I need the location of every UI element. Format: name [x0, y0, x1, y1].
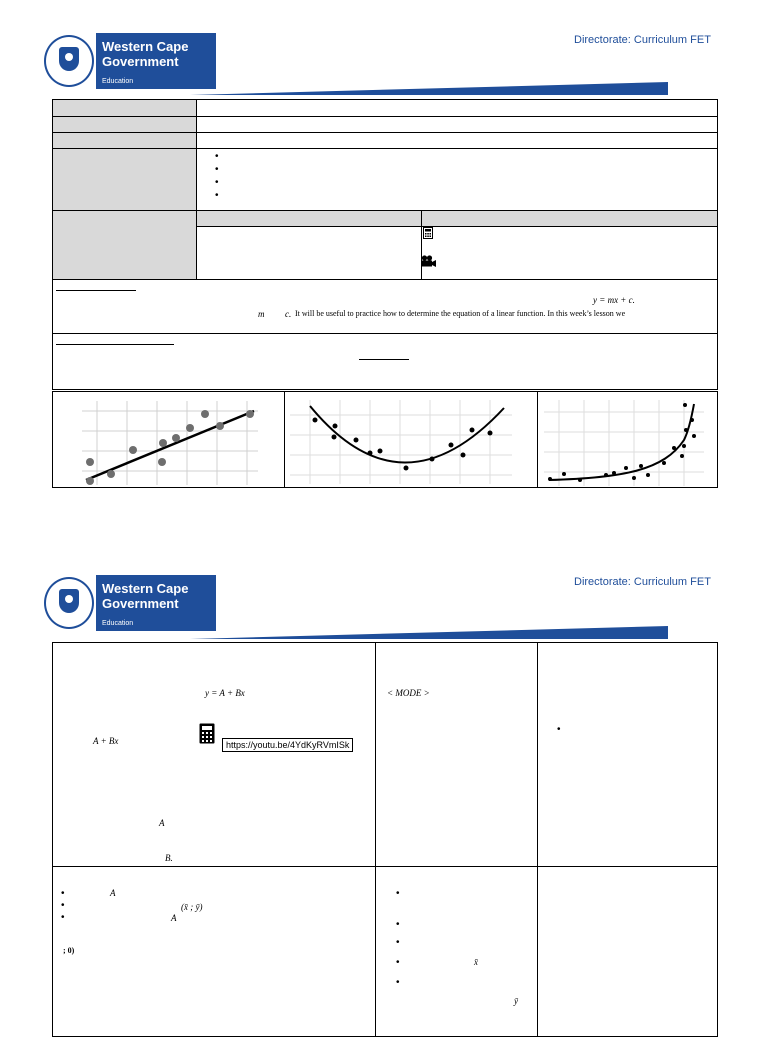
lesson-steps-table: [52, 642, 718, 1037]
notes-cell-2: [538, 867, 718, 1037]
quadratic-scatter-plot: [290, 400, 512, 484]
calculator-icon: [199, 723, 215, 744]
coat-of-arms-icon: [40, 33, 96, 89]
scatter-point: [404, 466, 409, 471]
regression-expression: A + Bx: [93, 736, 119, 746]
scatter-point: [548, 477, 552, 481]
scatter-point: [682, 444, 686, 448]
scatter-point: [690, 418, 694, 422]
notes-cell-1: [538, 643, 718, 867]
resources-header-right: [422, 211, 718, 227]
concepts-cell: [53, 334, 718, 390]
video-link[interactable]: https://youtu.be/4YdKyRVmISk: [222, 738, 353, 752]
scatter-point: [683, 403, 687, 407]
objectives-list-cell: [197, 149, 718, 211]
linear-form: y = mx + c.: [593, 295, 635, 305]
scatter-point: [216, 422, 224, 430]
linear-trend-line: [86, 411, 254, 480]
value-cell-1: [197, 100, 718, 117]
logo-sub: Education: [102, 78, 134, 85]
value-cell-2: [197, 117, 718, 133]
scatter-point: [332, 435, 337, 440]
logo-sub: Education: [102, 620, 134, 627]
symbol-a-row2: A: [110, 888, 116, 898]
mean-point: (x̄ ; ȳ): [181, 902, 203, 912]
objective-bullet-1: •: [215, 151, 219, 162]
scatter-point: [488, 431, 493, 436]
header-swoosh-page2: [190, 624, 668, 640]
step-explanation-cell-2: [53, 867, 376, 1037]
zero-point: ; 0): [63, 946, 75, 955]
scatter-point: [562, 472, 566, 476]
scatter-point: [639, 464, 643, 468]
scatter-point: [172, 434, 180, 442]
linear-scatter-plot: [82, 401, 258, 485]
scatter-point: [632, 476, 636, 480]
value-cell-3: [197, 133, 718, 149]
concepts-heading-underline: [56, 344, 174, 345]
directorate-label: Directorate: Curriculum FET: [574, 34, 711, 46]
scatter-point: [449, 443, 454, 448]
scatter-point: [333, 424, 338, 429]
exponential-scatter-plot: [544, 400, 704, 486]
y-bar: ȳ: [514, 996, 518, 1006]
key-bullet-1: •: [396, 888, 400, 899]
step-bullet-1: •: [61, 888, 65, 899]
step-explanation-cell-1: [53, 643, 376, 867]
objectives-label: [53, 149, 197, 211]
note-bullet: •: [557, 724, 561, 735]
scatter-point: [461, 453, 466, 458]
scatter-point: [430, 457, 435, 462]
scatter-point: [368, 451, 373, 456]
intercept-symbol: c.: [285, 309, 292, 319]
logo-name-line2: Government: [102, 54, 179, 69]
key-bullet-4: •: [396, 957, 400, 968]
exponential-curve: [549, 404, 694, 480]
lesson-info-table: [52, 99, 718, 390]
key-bullet-3: •: [396, 937, 400, 948]
step-bullet-2: •: [61, 900, 65, 911]
concepts-term-underline: [359, 359, 409, 360]
x-bar: x̄: [474, 957, 478, 967]
objective-bullet-4: •: [215, 190, 219, 201]
logo-name-line2: Government: [102, 596, 179, 611]
scatter-point: [354, 438, 359, 443]
resources-label: [53, 211, 197, 280]
scatter-point: [662, 461, 666, 465]
scatter-point: [680, 454, 684, 458]
scatter-point: [246, 410, 254, 418]
scatter-point: [624, 466, 628, 470]
scatter-point: [158, 458, 166, 466]
calculator-icon: [423, 227, 433, 239]
scatter-point: [612, 471, 616, 475]
scatter-point: [107, 470, 115, 478]
introduction-cell: [53, 280, 718, 334]
scatter-point: [86, 458, 94, 466]
gradient-symbol: m: [258, 309, 265, 319]
scatter-point: [646, 473, 650, 477]
label-cell-2: [53, 117, 197, 133]
scatter-point: [313, 418, 318, 423]
key-bullet-5: •: [396, 977, 400, 988]
scatter-point: [684, 428, 688, 432]
scatter-point: [470, 428, 475, 433]
calculator-keys-cell-1: [376, 643, 538, 867]
scatter-point: [604, 473, 608, 477]
intro-sentence: It will be useful to practice how to determine the equation of a linear function. In this week’s lesson we: [295, 309, 626, 318]
step-bullet-3: •: [61, 912, 65, 923]
wcg-logo-page2: [40, 575, 216, 631]
header-swoosh: [190, 80, 668, 96]
scatter-point: [86, 477, 94, 485]
scatter-point: [159, 439, 167, 447]
objective-bullet-3: •: [215, 177, 219, 188]
scatter-point: [578, 478, 582, 482]
symbol-b: B.: [165, 853, 173, 863]
introduction-heading-underline: [56, 290, 136, 291]
scatter-point: [672, 446, 676, 450]
symbol-a: A: [159, 818, 165, 828]
scatter-point: [186, 424, 194, 432]
logo-name-line1: Western Cape: [102, 39, 189, 54]
regression-equation: y = A + Bx: [205, 688, 245, 698]
resources-left-cell: [197, 227, 422, 280]
scatter-point: [129, 446, 137, 454]
label-cell-3: [53, 133, 197, 149]
resources-right-cell: [422, 227, 718, 280]
symbol-a-row2b: A: [171, 913, 177, 923]
scatter-point: [201, 410, 209, 418]
logo-name-line1: Western Cape: [102, 581, 189, 596]
resources-header-left: [197, 211, 422, 227]
label-cell-1: [53, 100, 197, 117]
quadratic-curve: [310, 406, 504, 463]
scatter-point: [378, 449, 383, 454]
key-bullet-2: •: [396, 919, 400, 930]
scatter-point: [692, 434, 696, 438]
coat-of-arms-icon: [40, 575, 96, 631]
directorate-label-page2: Directorate: Curriculum FET: [574, 576, 711, 588]
mode-key: < MODE >: [387, 688, 430, 698]
video-camera-icon: [421, 255, 437, 267]
objective-bullet-2: •: [215, 164, 219, 175]
